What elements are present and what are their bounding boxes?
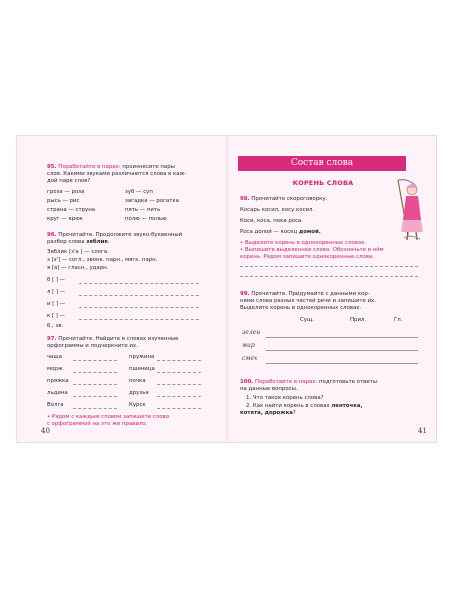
analysis-line: и [ ] — — [47, 301, 66, 307]
ex98-task: корень. Рядом запишите однокоренные слова. — [240, 254, 374, 260]
ex98-line: Роса долой — косец домой. — [240, 229, 321, 235]
analysis-line: б [ ] — — [47, 277, 66, 283]
ex96-line2: разбор слова зяблик. — [47, 239, 110, 245]
answer-line — [79, 295, 199, 296]
ex97-word: Курск — [129, 402, 146, 408]
ex97-heading: 97. Прочитайте. Найдите в словах изученные — [47, 336, 179, 342]
root-word: зелен — [242, 329, 261, 336]
section-banner: Состав слова — [238, 156, 406, 171]
answer-line — [73, 396, 117, 397]
ex100-question: котята, дорожка? — [240, 410, 296, 416]
answer-line — [73, 360, 117, 361]
ex98-task: • Выделите корень в однокоренных словах. — [240, 240, 367, 246]
analysis-line: Зяблик [з'а ] — слога. — [47, 249, 109, 255]
ex95-pair: полю — полью — [125, 216, 167, 222]
ex100-question: 2. Как найти корень в словах ленточка, — [246, 403, 363, 409]
ex97-word: чаща — [47, 354, 62, 360]
right-page — [228, 136, 436, 442]
page-number-left: 40 — [41, 427, 50, 435]
analysis-line: л [ ] — — [47, 289, 66, 295]
answer-line — [79, 307, 199, 308]
analysis-line: я [а] — гласн., ударн. — [47, 265, 109, 271]
ex97-task: • Рядом с каждым словом запишите слово — [47, 414, 169, 420]
answer-line — [73, 384, 117, 385]
ex96-heading: 96. Прочитайте. Продолжите звуко-буквенный — [47, 232, 183, 238]
ex99-line3: Выделите корень в однокоренных словах. — [240, 305, 362, 311]
analysis-line: з [з'] — согл., звонк. парн., мягк. парн. — [47, 257, 158, 263]
ex100-question: 1. Что такое корень слова? — [246, 395, 324, 401]
answer-line — [73, 372, 117, 373]
ex97-word: пряжка — [47, 378, 69, 384]
ex95-pair: загадка — рогатка — [125, 198, 179, 204]
ex97-word: пшеница — [129, 366, 155, 372]
answer-line — [157, 372, 201, 373]
girl-with-scythe-illustration — [394, 176, 426, 242]
ex95-pair: рысь — рис — [47, 198, 80, 204]
ex95-pair: страна — струна — [47, 207, 96, 213]
answer-line — [73, 408, 117, 409]
answer-line — [266, 337, 418, 338]
root-word: смех — [242, 355, 258, 362]
ex97-line2: орфограммы и подчеркните их. — [47, 343, 138, 349]
ex99-line2: нями слова разных частей речи и запишите их. — [240, 298, 376, 304]
answer-line — [266, 363, 418, 364]
ex98-line: Коси, коса, пока роса. — [240, 218, 304, 224]
column-header-noun: Сущ. — [300, 317, 314, 323]
root-word: мир — [242, 342, 255, 349]
ex95-pair: зуб — суп — [125, 189, 153, 195]
ex97-word: пружина — [129, 354, 155, 360]
ex95-pair: круг — крюк — [47, 216, 83, 222]
answer-line — [79, 319, 199, 320]
section-subtitle: КОРЕНЬ СЛОВА — [292, 179, 354, 187]
left-page — [17, 136, 226, 442]
answer-line — [157, 384, 201, 385]
answer-line — [157, 396, 201, 397]
ex97-word: морж — [47, 366, 63, 372]
ex97-task: с орфограммой на это же правило. — [47, 421, 148, 427]
textbook-spread — [16, 135, 437, 443]
column-header-verb: Гл. — [394, 317, 403, 323]
answer-line — [240, 276, 418, 277]
ex98-heading: 98. Прочитайте скороговорку. — [240, 196, 328, 202]
ex98-line: Косарь косил, косу косил. — [240, 207, 315, 213]
answer-line — [157, 360, 201, 361]
ex100-line2: на данные вопросы. — [240, 386, 298, 392]
answer-line — [79, 283, 199, 284]
ex95-line3: дой паре слов? — [47, 178, 91, 184]
ex95-pair: гроза — роза — [47, 189, 85, 195]
ex95-pair: пять — пить — [125, 207, 161, 213]
analysis-line: к [ ] — — [47, 313, 65, 319]
analysis-line: б., зв. — [47, 323, 64, 329]
ex95-heading: 95. Поработайте в парах: произнесите пары — [47, 164, 175, 170]
answer-line — [240, 266, 418, 267]
answer-line — [266, 350, 418, 351]
ex98-task: • Выпишите выделенное слово. Обозначьте в нём — [240, 247, 384, 253]
column-header-adjective: Прил. — [350, 317, 367, 323]
ex100-heading: 100. Поработайте в парах: подготовьте ответы — [240, 379, 377, 385]
ex97-word: друзья — [129, 390, 149, 396]
ex97-word: льдина — [47, 390, 68, 396]
ex97-word: Волга — [47, 402, 64, 408]
ex95-line2: слов. Какими звуками различаются слова в каж- — [47, 171, 187, 177]
ex97-word: почка — [129, 378, 146, 384]
answer-line — [157, 408, 201, 409]
ex99-heading: 99. Прочитайте. Придумайте с данными кор- — [240, 291, 370, 297]
page-number-right: 41 — [418, 427, 427, 435]
